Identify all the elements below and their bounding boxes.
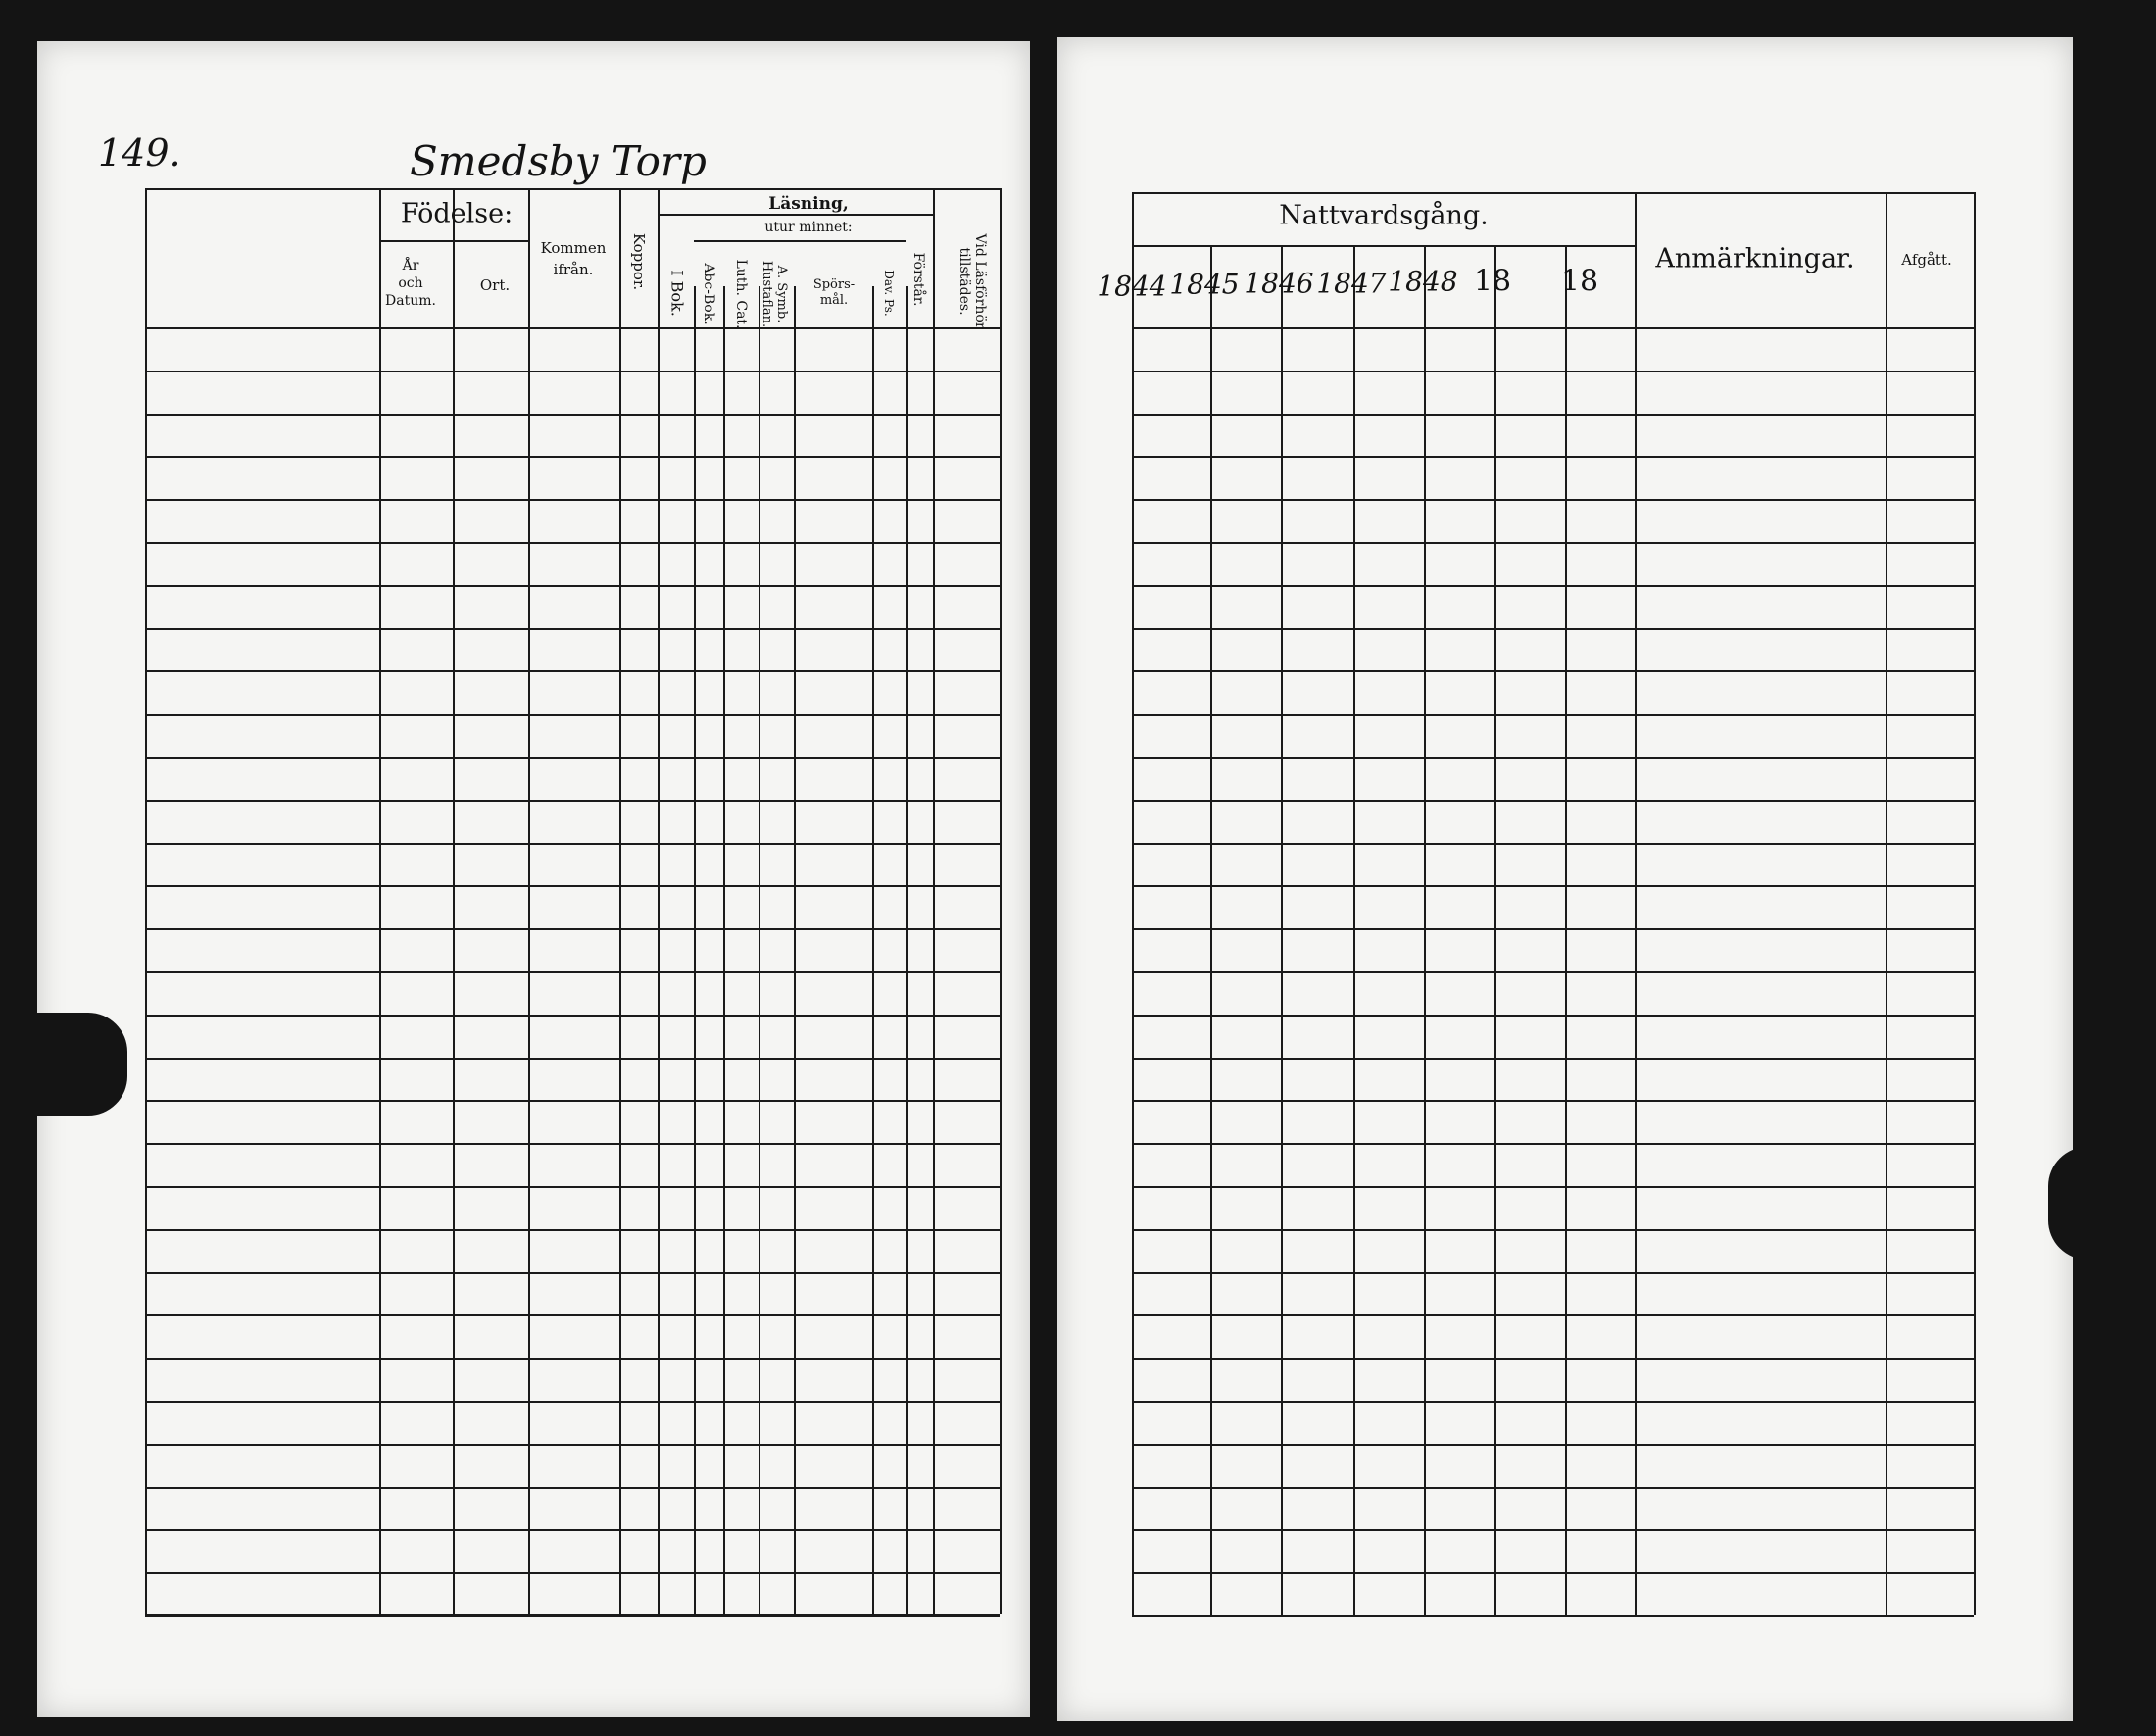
column-rule [694,286,696,1614]
table-row-rule [1132,371,1974,372]
right-page [1057,37,2073,1721]
table-row-rule [1132,757,1974,759]
table-row-rule [1132,800,1974,802]
column-rule [1000,188,1002,1614]
table-row-rule [145,1314,1000,1316]
table-row-rule [145,1143,1000,1145]
table-row-rule [145,971,1000,973]
header-i-bok: I Bok. [667,270,687,317]
table-row-rule [145,1100,1000,1102]
table-row-rule [145,885,1000,887]
year-1844: 1844 [1097,270,1167,303]
year-1845: 1845 [1169,268,1240,301]
table-row-rule [145,499,1000,501]
table-row-rule [145,1444,1000,1446]
lasning-rule [658,214,933,216]
table-row-rule [145,1529,1000,1531]
index-tab-right [2048,1147,2156,1260]
column-rule [1974,192,1976,1615]
header-utur-minnet: utur minnet: [764,220,853,235]
table-row-rule [145,757,1000,759]
page-number: 149. [98,131,181,174]
column-rule [794,286,796,1614]
table-row-rule [1132,928,1974,930]
header-ort: Ort. [479,276,511,294]
header-dav-ps: Dav. Ps. [882,270,896,317]
table-row-rule [145,414,1000,416]
table-row-rule [1132,414,1974,416]
table-top-rule [1132,192,1974,194]
year-1847: 1847 [1316,267,1387,300]
header-lasning: Läsning, [768,194,849,214]
header-anmarkningar: Anmärkningar. [1655,243,1855,274]
header-nattvardsgang: Nattvardsgång. [1279,200,1489,231]
table-row-rule [145,670,1000,672]
table-row-rule [1132,1186,1974,1188]
table-row-rule [145,1058,1000,1060]
year-1846: 1846 [1244,267,1314,300]
table-row-rule [145,371,1000,372]
index-tab-left [37,1013,127,1116]
header-forstar: Förstår. [910,252,926,307]
table-row-rule [145,1572,1000,1574]
header-a-symb-hustaflan: A. Symb. Hustaflan. [760,260,789,328]
table-row-rule [1132,1015,1974,1017]
table-row-rule [145,843,1000,845]
nattvard-rule [1132,245,1635,247]
table-row-rule [1132,1529,1974,1531]
table-row-rule [1132,1358,1974,1360]
table-row-rule [145,628,1000,630]
header-vid-lasforhor-tillstades: Vid Läsförhör tillstädes. [956,233,988,329]
table-row-rule [145,1272,1000,1274]
table-row-rule [1132,1572,1974,1574]
table-row-rule [1132,1272,1974,1274]
header-afgatt: Afgått. [1901,251,1952,269]
table-row-rule [1132,1444,1974,1446]
table-row-rule [145,1615,1000,1617]
column-rule [906,286,908,1614]
table-row-rule [145,542,1000,544]
table-row-rule [1132,1615,1974,1617]
table-row-rule [145,928,1000,930]
fodelse-rule [379,240,528,242]
utur-minnet-rule [694,240,906,242]
header-fodelse: Födelse: [400,198,514,229]
table-top-rule [145,188,1000,190]
table-row-rule [1132,1314,1974,1316]
table-row-rule [1132,542,1974,544]
header-luth-cat: Luth. Cat. [733,259,749,329]
table-row-rule [1132,1100,1974,1102]
table-row-rule [1132,670,1974,672]
left-page [37,41,1030,1717]
table-row-rule [1132,499,1974,501]
header-koppor: Koppor. [630,232,648,291]
table-row-rule [145,1401,1000,1403]
table-row-rule [1132,1401,1974,1403]
year-1848: 1848 [1388,265,1458,298]
table-row-rule [145,1358,1000,1360]
year-18-a: 18 [1473,264,1512,299]
header-kommen-ifran: Kommen ifrån. [540,239,607,278]
year-18-b: 18 [1560,264,1599,299]
table-row-rule [1132,456,1974,458]
table-row-rule [1132,971,1974,973]
header-sporsmal: Spörs- mål. [812,277,856,308]
table-row-rule [145,585,1000,587]
table-row-rule [145,1015,1000,1017]
table-row-rule [1132,843,1974,845]
table-row-rule [145,714,1000,716]
table-row-rule [1132,628,1974,630]
table-row-rule [145,456,1000,458]
table-row-rule [1132,1058,1974,1060]
table-row-rule [1132,585,1974,587]
header-ar-och-datum: År och Datum. [385,258,436,309]
table-row-rule [145,1186,1000,1188]
table-row-rule [145,800,1000,802]
column-rule [872,286,874,1614]
column-rule [723,286,725,1614]
table-row-rule [1132,1143,1974,1145]
table-row-rule [1132,714,1974,716]
table-row-rule [145,1229,1000,1231]
table-row-rule [1132,1229,1974,1231]
table-row-rule [1132,1487,1974,1489]
table-row-rule [1132,885,1974,887]
table-row-rule [145,1487,1000,1489]
column-rule [759,286,760,1614]
header-bottom-rule [1132,327,1974,329]
place-name: Smedsby Torp [410,137,707,185]
header-abc-bok: Abc-Bok. [701,263,716,325]
